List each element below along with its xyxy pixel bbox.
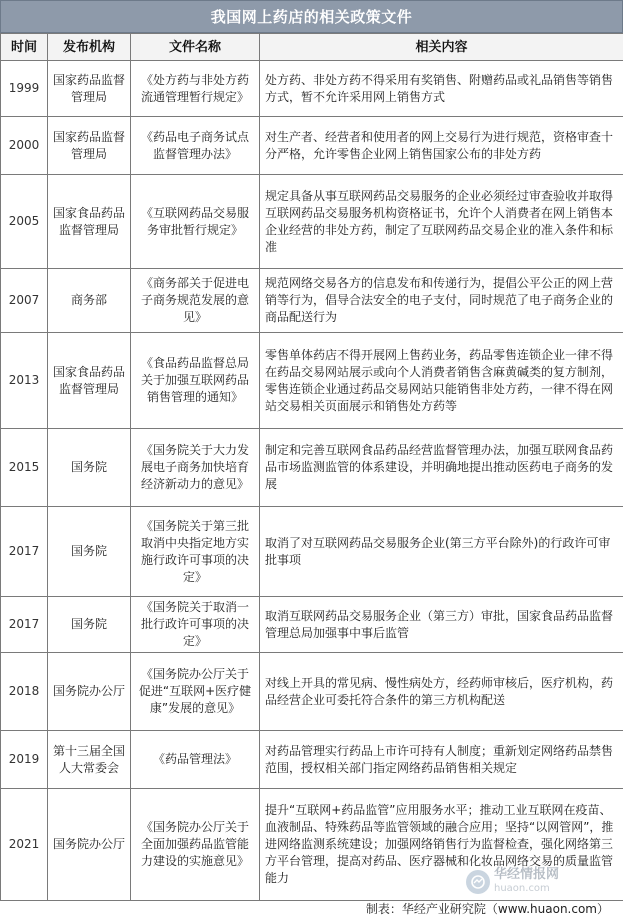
cell-doc: 《处方药与非处方药流通管理暂行规定》	[131, 61, 260, 117]
cell-agency: 国务院	[48, 507, 131, 597]
table-row	[1, 597, 623, 653]
table-row	[1, 175, 623, 269]
table-row	[1, 731, 623, 789]
cell-year: 2017	[1, 507, 48, 597]
cell-doc: 《国务院办公厅关于促进“互联网+医疗健康”发展的意见》	[131, 653, 260, 731]
cell-doc: 《国务院关于大力发展电子商务加快培育经济新动力的意见》	[131, 429, 260, 507]
cell-agency: 国务院办公厅	[48, 653, 131, 731]
cell-year: 2019	[1, 731, 48, 789]
cell-content: 取消互联网药品交易服务企业（第三方）审批，国家食品药品监督管理总局加强事中事后监管	[260, 597, 623, 653]
header-year: 时间	[1, 34, 48, 61]
cell-agency: 商务部	[48, 269, 131, 333]
cell-agency: 国务院	[48, 597, 131, 653]
cell-year: 2021	[1, 789, 48, 901]
table-row	[1, 269, 623, 333]
cell-content: 规范网络交易各方的信息发布和传递行为，提倡公平公正的网上营销等行为，倡导合法安全的电子支付，同时规范了电子商务企业的商品配送行为	[260, 269, 623, 333]
cell-doc: 《国务院办公厅关于全面加强药品监管能力建设的实施意见》	[131, 789, 260, 901]
table-row	[1, 117, 623, 175]
cell-doc: 《国务院关于第三批取消中央指定地方实施行政许可事项的决定》	[131, 507, 260, 597]
cell-year: 2013	[1, 333, 48, 429]
cell-content: 规定具备从事互联网药品交易服务的企业必须经过审查验收并取得互联网药品交易服务机构资格证书，允许个人消费者在网上销售本企业经营的非处方药，制定了互联网药品交易企业的准入条件和标准	[260, 175, 623, 269]
header-row	[1, 34, 623, 61]
header-content: 相关内容	[260, 34, 623, 61]
cell-year: 1999	[1, 61, 48, 117]
table-row	[1, 429, 623, 507]
policy-table	[0, 33, 623, 901]
cell-content: 处方药、非处方药不得采用有奖销售、附赠药品或礼品销售等销售方式，暂不允许采用网上销售方式	[260, 61, 623, 117]
cell-agency: 国家药品监督管理局	[48, 61, 131, 117]
cell-doc: 《商务部关于促进电子商务规范发展的意见》	[131, 269, 260, 333]
cell-agency: 国务院办公厅	[48, 789, 131, 901]
cell-doc: 《互联网药品交易服务审批暂行规定》	[131, 175, 260, 269]
cell-year: 2017	[1, 597, 48, 653]
watermark	[466, 862, 616, 902]
watermark-en: huaon.com	[494, 883, 550, 894]
watermark-cn: 华经情报网	[494, 867, 560, 882]
cell-doc: 《药品电子商务试点监督管理办法》	[131, 117, 260, 175]
table-row	[1, 61, 623, 117]
table-title: 我国网上药店的相关政策文件	[0, 0, 623, 33]
cell-agency: 国家药品监督管理局	[48, 117, 131, 175]
cell-agency: 国家食品药品监督管理局	[48, 175, 131, 269]
cell-agency: 国家食品药品监督管理局	[48, 333, 131, 429]
watermark-text	[494, 868, 559, 896]
table-row	[1, 333, 623, 429]
cell-content: 对生产者、经营者和使用者的网上交易行为进行规范，资格审查十分严格，允许零售企业网上销售国家公布的非处方药	[260, 117, 623, 175]
cell-content: 零售单体药店不得开展网上售药业务，药品零售连锁企业一律不得在药品交易网站展示或向个人消费者销售含麻黄碱类的复方制剂，零售连锁企业通过药品交易网站只能销售非处方药，一律不得在网站交易相关页面展示和销售处方药等	[260, 333, 623, 429]
header-agency: 发布机构	[48, 34, 131, 61]
cell-content: 制定和完善互联网食品药品经营监督管理办法，加强互联网食品药品市场监测监管的体系建设，并明确地提出推动医药电子商务的发展	[260, 429, 623, 507]
cell-year: 2015	[1, 429, 48, 507]
cell-year: 2007	[1, 269, 48, 333]
cell-agency: 国务院	[48, 429, 131, 507]
cell-agency: 第十三届全国人大常委会	[48, 731, 131, 789]
cell-content: 对药品管理实行药品上市许可持有人制度；重新划定网络药品禁售范围，授权相关部门指定网络药品销售相关规定	[260, 731, 623, 789]
cell-content: 提升“互联网+药品监管”应用服务水平；推动工业互联网在疫苗、血液制品、特殊药品等监管领域的融合应用；坚持“以网管网”，推进网络监测系统建设；加强网络销售行为监督检查，强化网络第三方平台管理，提高对药品、医疗器械和化妆品网络交易的质量监管能力	[260, 789, 623, 901]
cell-doc: 《国务院关于取消一批行政许可事项的决定》	[131, 597, 260, 653]
header-doc: 文件名称	[131, 34, 260, 61]
cell-doc: 《食品药品监督总局关于加强互联网药品销售管理的通知》	[131, 333, 260, 429]
watermark-logo-icon	[466, 870, 490, 894]
cell-content: 取消了对互联网药品交易服务企业(第三方平台除外)的行政许可审批事项	[260, 507, 623, 597]
cell-doc: 《药品管理法》	[131, 731, 260, 789]
cell-year: 2000	[1, 117, 48, 175]
table-row	[1, 507, 623, 597]
table-row	[1, 653, 623, 731]
cell-year: 2005	[1, 175, 48, 269]
source-note: 制表：华经产业研究院（www.huaon.com）	[365, 902, 609, 916]
cell-year: 2018	[1, 653, 48, 731]
cell-content: 对线上开具的常见病、慢性病处方，经药师审核后，医疗机构，药品经营企业可委托符合条件的第三方机构配送	[260, 653, 623, 731]
